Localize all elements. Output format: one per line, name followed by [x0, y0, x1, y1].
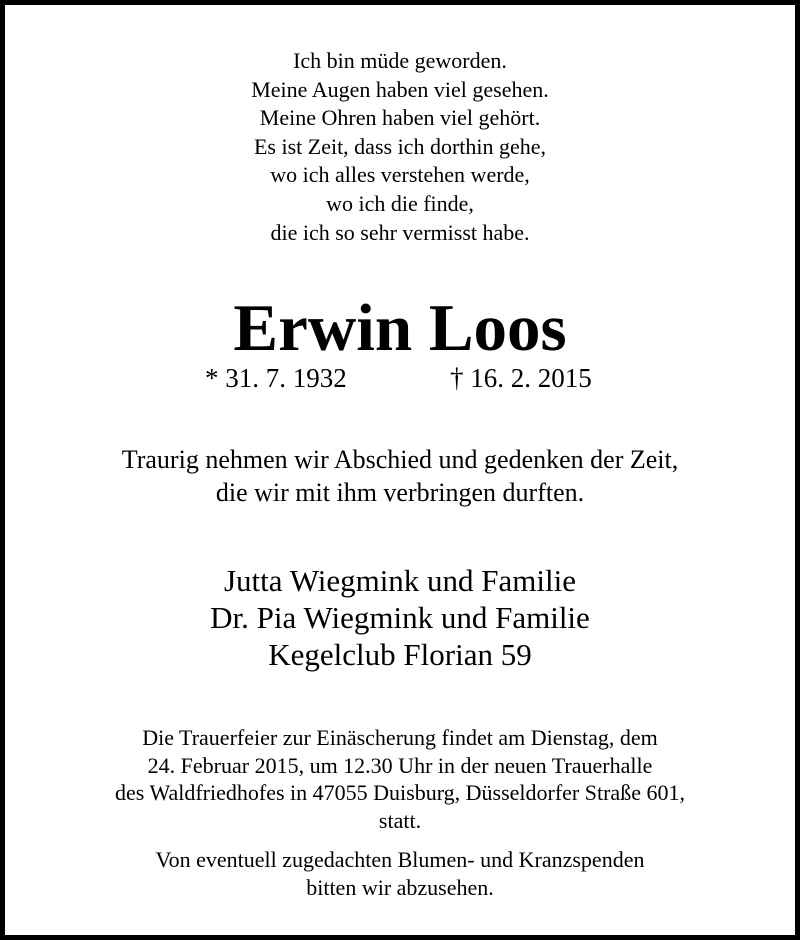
- farewell-line: die wir mit ihm verbringen durften.: [215, 478, 585, 507]
- death-date: † 16. 2. 2015: [450, 363, 592, 393]
- mourners-list: [5, 562, 795, 673]
- mourner: Dr. Pia Wiegmink und Familie: [210, 600, 590, 635]
- poem-line: Ich bin müde geworden.: [293, 48, 507, 73]
- funeral-line: statt.: [378, 807, 422, 833]
- farewell-line: Traurig nehmen wir Abschied und gedenken der Zeit,: [121, 445, 679, 474]
- funeral-line: Die Trauerfeier zur Einäscherung findet am Dienstag, dem: [142, 725, 658, 750]
- poem: [5, 47, 795, 247]
- poem-line: Meine Augen haben viel gesehen.: [251, 76, 549, 102]
- deceased-name: Erwin Loos: [233, 291, 567, 365]
- poem-line: die ich so sehr vermisst habe.: [270, 219, 530, 245]
- poem-line: wo ich die finde,: [326, 190, 474, 216]
- funeral-line: 24. Februar 2015, um 12.30 Uhr in der neuen Trauerhalle: [147, 752, 653, 778]
- birth-date: * 31. 7. 1932: [205, 363, 347, 393]
- funeral-details: [5, 724, 795, 834]
- mourner: Kegelclub Florian 59: [268, 637, 532, 672]
- flower-request: [5, 846, 795, 901]
- farewell-text: [5, 443, 795, 509]
- life-dates: [5, 361, 795, 395]
- poem-line: Es ist Zeit, dass ich dorthin gehe,: [253, 133, 547, 159]
- flower-line: bitten wir abzusehen.: [306, 874, 494, 900]
- flower-line: Von eventuell zugedachten Blumen- und Kranzspenden: [155, 847, 645, 872]
- poem-line: wo ich alles verstehen werde,: [270, 162, 530, 188]
- poem-line: Meine Ohren haben viel gehört.: [259, 105, 541, 131]
- mourner: Jutta Wiegmink und Familie: [223, 563, 577, 598]
- funeral-line: des Waldfriedhofes in 47055 Duisburg, Düsseldorfer Straße 601,: [115, 780, 685, 805]
